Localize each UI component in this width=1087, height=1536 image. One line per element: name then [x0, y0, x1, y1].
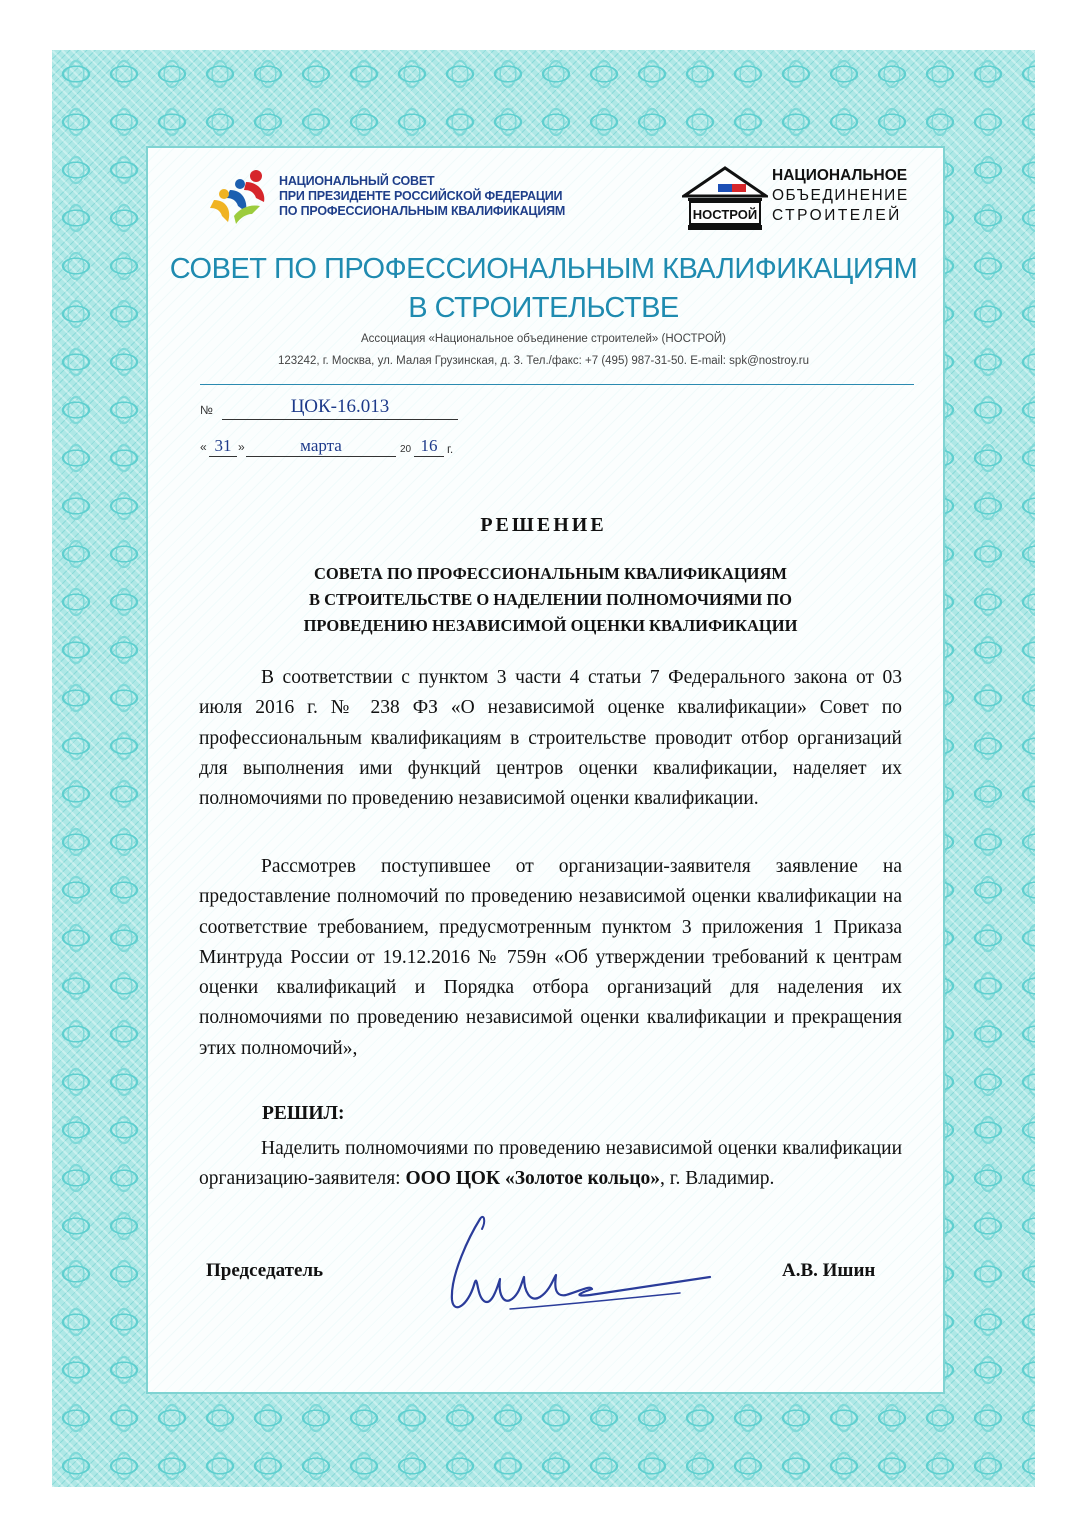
organization-city: , г. Владимир. [659, 1168, 775, 1190]
logo2-line-3: СТРОИТЕЛЕЙ [772, 207, 902, 224]
council-title-line-1: СОВЕТ ПО ПРОФЕССИОНАЛЬНЫМ КВАЛИФИКАЦИЯМ [169, 253, 918, 285]
logo2-line-2: ОБЪЕДИНЕНИЕ [772, 187, 909, 204]
number-label: № [200, 403, 213, 417]
council-title-line-2: В СТРОИТЕЛЬСТВЕ [408, 292, 679, 324]
date-open-quote: « [200, 440, 207, 454]
date-year-unit: г. [447, 442, 454, 456]
subtitle-line-1: СОВЕТА ПО ПРОФЕССИОНАЛЬНЫМ КВАЛИФИКАЦИЯМ [313, 564, 787, 583]
association-line: Ассоциация «Национальное объединение строителей» (НОСТРОЙ) [361, 333, 726, 345]
decision-subtitle [200, 561, 901, 639]
paragraph-legal-basis: В соответствии с пунктом 3 части 4 статьи 7 Федерального закона от 03 июля 2016 г. № 238 ФЗ «О независимой оценке квалификации» Совет по профессиональным квалификациям в строительстве проводит отбор организаций для выполнения ими функций центров оценки квалификации, наделяет их полномочиями по проведению независимой оценки квалификации. [199, 667, 902, 810]
date-day: 31 [209, 436, 237, 457]
date-year-prefix: 20 [400, 444, 412, 455]
date-close-quote: » [238, 440, 245, 454]
subtitle-line-2: В СТРОИТЕЛЬСТВЕ О НАДЕЛЕНИИ ПОЛНОМОЧИЯМИ ПО [309, 590, 792, 609]
council-title [150, 250, 937, 328]
nostroy-badge-text: НОСТРОЙ [692, 207, 758, 222]
logo2-line-1: НАЦИОНАЛЬНОЕ [772, 167, 908, 184]
people-figures-logo-icon [206, 168, 274, 228]
handwritten-signature [440, 1205, 725, 1325]
date-month: марта [246, 436, 396, 457]
date-row [200, 440, 207, 454]
address-line: 123242, г. Москва, ул. Малая Грузинская, д. 3. Тел./факс: +7 (495) 987-31-50. E-mail: spk@nostroy.ru [277, 355, 810, 367]
resolution-text: Наделить полномочиями по проведению независимой оценки квалификации организацию-заявителя: [199, 1138, 902, 1190]
chairman-name: А.В. Ишин [782, 1260, 876, 1281]
nostroy-logo-text [772, 166, 909, 226]
logo1-line-3: ПО ПРОФЕССИОНАЛЬНЫМ КВАЛИФИКАЦИЯМ [279, 204, 566, 218]
paragraph-consideration: Рассмотрев поступившее от организации-заявителя заявление на предоставление полномочий по проведению независимой оценки квалификации на соответствие требованием, предусмотренным пунктом 3 приложения 1 Приказа Минтруда России от 19.12.2016 № 759н «Об утверждении требований к центрам оценки квалификаций и Порядка отбора организаций для наделения их полномочиями по проведению независимой оценки квалификации и прекращения этих полномочий», [199, 856, 902, 1059]
chairman-title: Председатель [206, 1260, 324, 1281]
logo1-line-2: ПРИ ПРЕЗИДЕНТЕ РОССИЙСКОЙ ФЕДЕРАЦИИ [279, 189, 563, 203]
date-year-suffix: 16 [414, 436, 444, 457]
organization-name: ООО ЦОК «Золотое кольцо» [405, 1168, 660, 1190]
document-number: ЦОК-16.013 [222, 395, 458, 420]
header-divider [200, 384, 914, 385]
subtitle-line-3: ПРОВЕДЕНИЮ НЕЗАВИСИМОЙ ОЦЕНКИ КВАЛИФИКАЦИИ [303, 616, 798, 635]
nostroy-house-logo-icon [682, 166, 768, 232]
national-council-logo-text [279, 174, 565, 219]
paragraph-resolution [199, 1134, 902, 1195]
logo1-line-1: НАЦИОНАЛЬНЫЙ СОВЕТ [279, 174, 435, 188]
resolved-label: РЕШИЛ: [262, 1103, 345, 1124]
decision-title: РЕШЕНИЕ [480, 514, 607, 536]
